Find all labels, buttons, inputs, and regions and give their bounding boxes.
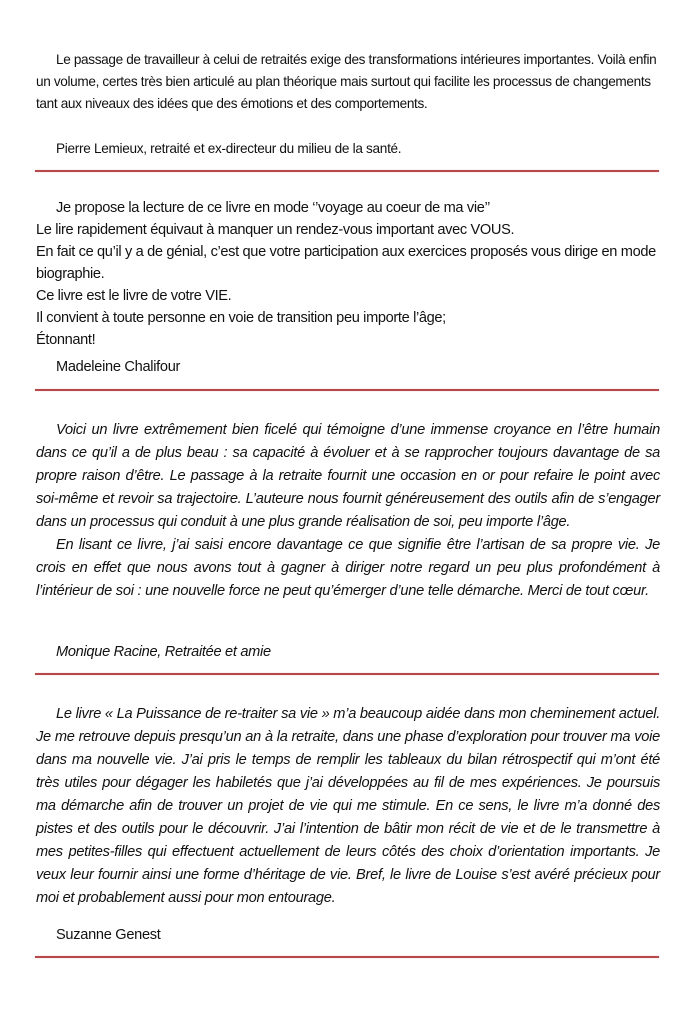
testimonial-suzanne-genest [36,703,660,910]
divider [35,389,659,391]
testimonial-line: Je propose la lecture de ce livre en mode ‘’voyage au coeur de ma vie’’ [56,200,491,216]
testimonial-monique-racine [36,419,660,603]
testimonial-line: Le lire rapidement équivaut à manquer un rendez-vous important avec VOUS. [36,222,515,238]
testimonial-text: Le passage de travailleur à celui de retraités exige des transformations intérieures importantes. Voilà enfin un volume, certes très bien articulé au plan théorique mais surtout qui facilite les processus de changements tant aux niveaux des idées que des émotions et des comportements. [36,52,657,111]
testimonial-line: Ce livre est le livre de votre VIE. [36,288,232,304]
testimonial-pierre-lemieux [36,49,660,115]
testimonial-signature: Pierre Lemieux, retraité et ex-directeur du milieu de la santé. [56,141,402,156]
testimonial-signature: Suzanne Genest [56,927,161,943]
divider [35,673,659,675]
testimonial-madeleine-chalifour [36,197,660,351]
testimonial-line: En fait ce qu’il y a de génial, c’est que votre participation aux exercices proposés vous dirige en mode biographie. [36,244,656,282]
testimonial-paragraph: Le livre « La Puissance de re-traiter sa vie » m’a beaucoup aidée dans mon cheminement actuel. Je me retrouve depuis presqu’un an à la retraite, dans une phase d’exploration pour trouver ma voie dans ma nouvelle vie. J’ai pris le temps de remplir les tableaux du bilan rétrospectif qui m’ont été très utiles pour dégager les habiletés que j’ai développées au fil de mes expériences. Je poursuis ma démarche afin de trouver un projet de vie qui me stimule. En ce sens, le livre m’a donné des pistes et des outils pour le découvrir. J’ai l’intention de bâtir mon récit de vie et de le transmettre à mes petites-filles qui effectuent actuellement de leurs côtés des choix d’orientation importants. Je veux leur fournir ainsi une forme d’héritage de vie. Bref, le livre de Louise s’est avéré précieux pour moi et probablement aussi pour mon entourage. [36,706,660,906]
divider [35,170,659,172]
testimonial-signature: Madeleine Chalifour [56,359,181,375]
testimonial-line: Il convient à toute personne en voie de transition peu importe l’âge; [36,310,446,326]
testimonial-paragraph: Voici un livre extrêmement bien ficelé qui témoigne d’une immense croyance en l’être humain dans ce qu’il a de plus beau : sa capacité à évoluer et à se rapprocher toujours davantage de sa propre raison d’être. Le passage à la retraite fournit une occasion en or pour refaire le point avec soi-même et revoir sa trajectoire. L’auteure nous fournit généreusement des outils afin de s’engager dans un processus qui conduit à une plus grande réalisation de soi, peu importe l’âge. [36,422,660,530]
testimonial-paragraph: En lisant ce livre, j’ai saisi encore davantage ce que signifie être l’artisan de sa propre vie. Je crois en effet que nous avons tout à gagner à diriger notre regard un peu plus profondément à l’intérieur de soi : une nouvelle force ne peut qu’émerger d’une telle démarche. Merci de tout cœur. [36,537,660,599]
divider [35,956,659,958]
testimonial-signature: Monique Racine, Retraitée et amie [56,644,271,660]
testimonial-line: Étonnant! [36,332,96,348]
